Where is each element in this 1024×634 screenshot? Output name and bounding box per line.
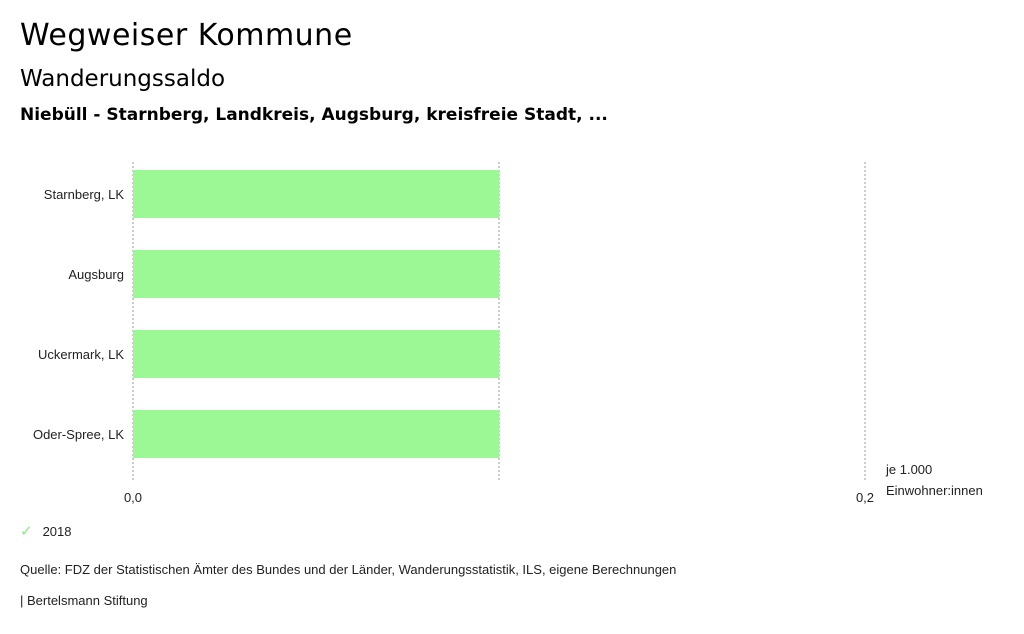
bar[interactable] — [133, 410, 499, 458]
unit-label — [886, 459, 983, 501]
bar[interactable] — [133, 330, 499, 378]
bar[interactable] — [133, 250, 499, 298]
tick-label: 0,2 — [855, 490, 875, 505]
page-title: Wegweiser Kommune — [20, 18, 353, 53]
category-label: Starnberg, LK — [43, 187, 124, 202]
bar[interactable] — [133, 170, 499, 218]
unit-label-line1: je 1.000 — [886, 462, 933, 477]
credit-note: | Bertelsmann Stiftung — [20, 593, 148, 608]
category-label: Augsburg — [68, 267, 124, 282]
region-selection: Niebüll - Starnberg, Landkreis, Augsburg, kreisfreie Stadt, ... — [20, 105, 608, 125]
check-icon: ✓ — [20, 523, 33, 540]
category-label: Oder-Spree, LK — [32, 427, 124, 442]
category-label: Uckermark, LK — [38, 347, 124, 362]
source-note: Quelle: FDZ der Statistischen Ämter des Bundes und der Länder, Wanderungsstatistik, ILS, eigene Berechnungen — [20, 562, 677, 577]
legend-label: 2018 — [42, 523, 72, 539]
legend-item-2018[interactable] — [20, 522, 72, 540]
tick-label: 0,0 — [123, 490, 143, 505]
indicator-subtitle: Wanderungssaldo — [20, 66, 226, 92]
unit-label-line2: Einwohner:innen — [886, 483, 983, 498]
